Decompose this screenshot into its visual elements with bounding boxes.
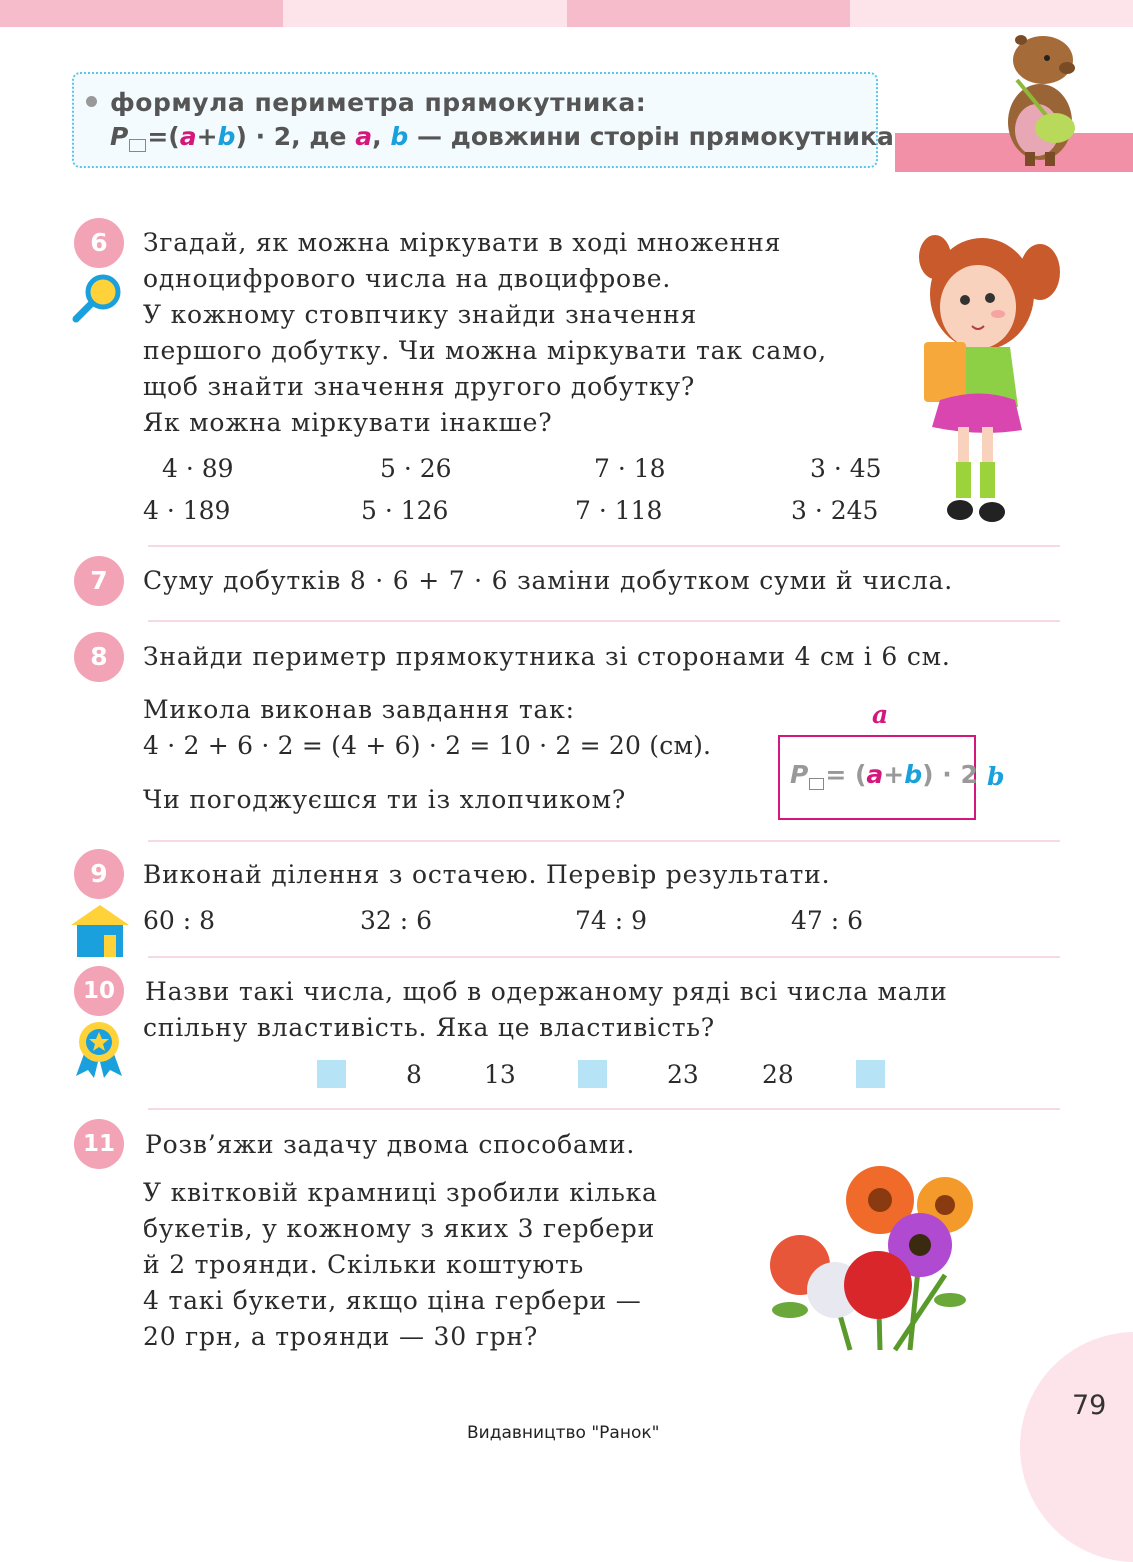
task-6-expr-r2-c4: 3 · 245 <box>791 496 879 525</box>
formula-a2: a <box>355 122 373 151</box>
blank-square-2 <box>578 1060 607 1088</box>
task-6-expr-r1-c2: 5 · 26 <box>380 454 452 483</box>
pbox-P: P <box>790 760 809 789</box>
top-bar-segment-4 <box>850 0 1133 27</box>
task-11-title: Розв’яжи задачу двома способами. <box>145 1130 636 1159</box>
task-8-text: Знайди периметр прямокутника зі сторонами 4 см і 6 см. <box>143 642 951 671</box>
task-10-num-4: 28 <box>762 1060 794 1089</box>
separator-3 <box>148 840 1060 842</box>
task-10-num-1: 8 <box>406 1060 422 1089</box>
task-8-mykola-line-2: 4 · 2 + 6 · 2 = (4 + 6) · 2 = 10 · 2 = 20 (см). <box>143 731 712 760</box>
pbox-b: b <box>904 760 923 789</box>
top-bar-segment-3 <box>567 0 850 27</box>
task-9-badge: 9 <box>74 849 124 899</box>
task-11-line-1: У квітковій крамниці зробили кілька <box>143 1178 658 1207</box>
task-9-item-2: 32 : 6 <box>360 906 433 935</box>
task-10-num-2: 13 <box>484 1060 516 1089</box>
task-11-line-2: букетів, у кожному з яких 3 гербери <box>143 1214 656 1243</box>
capybara-illustration <box>995 30 1115 170</box>
task-6-expr-r2-c2: 5 · 126 <box>361 496 449 525</box>
task-6-expr-r1-c4: 3 · 45 <box>810 454 882 483</box>
task-11-badge: 11 <box>74 1119 124 1169</box>
page-number: 79 <box>1072 1390 1107 1421</box>
top-bar-segment-1 <box>0 0 283 27</box>
formula-expression <box>110 122 894 152</box>
formula-a: a <box>179 122 197 151</box>
formula-plus: + <box>196 122 218 151</box>
task-9-text: Виконай ділення з остачею. Перевір результати. <box>143 860 831 889</box>
task-6-line-1: Згадай, як можна міркувати в ході множення <box>143 228 782 257</box>
task-8-badge: 8 <box>74 632 124 682</box>
task-6-badge: 6 <box>74 218 124 268</box>
task-10-line-1: Назви такі числа, щоб в одержаному ряді всі числа мали <box>145 977 948 1006</box>
formula-b: b <box>217 122 236 151</box>
flower-bouquet-illustration <box>760 1160 1000 1360</box>
pbox-eq: = ( <box>825 760 867 789</box>
formula-box <box>72 72 878 168</box>
girl-with-book-illustration <box>910 222 1065 527</box>
formula-eq-open: =( <box>147 122 180 151</box>
task-7-badge: 7 <box>74 556 124 606</box>
task-8-mykola-line-1: Микола виконав завдання так: <box>143 695 575 724</box>
task-11-line-3: й 2 троянди. Скільки коштують <box>143 1250 585 1279</box>
rect-side-b-label: b <box>987 762 1005 791</box>
pbox-plus: + <box>883 760 905 789</box>
separator-2 <box>148 620 1060 622</box>
pbox-end: ) · 2 <box>922 760 978 789</box>
task-11-line-4: 4 такі букети, якщо ціна гербери — <box>143 1286 642 1315</box>
task-8-question: Чи погоджуєшся ти із хлопчиком? <box>143 785 627 814</box>
task-6-line-2: одноцифрового числа на двоцифрове. <box>143 264 672 293</box>
task-6-expr-r2-c3: 7 · 118 <box>575 496 663 525</box>
task-10-line-2: спільну властивість. Яка це властивість? <box>143 1013 715 1042</box>
bullet-dot <box>86 96 97 107</box>
task-10-num-3: 23 <box>667 1060 699 1089</box>
perimeter-formula <box>790 760 978 790</box>
rect-side-a-label: a <box>872 700 889 729</box>
publisher: Видавництво "Ранок" <box>467 1423 660 1443</box>
task-6-expr-r1-c3: 7 · 18 <box>594 454 666 483</box>
task-7-text: Суму добутків 8 · 6 + 7 · 6 заміни добутком суми й числа. <box>143 566 953 595</box>
top-bar-segment-2 <box>283 0 567 27</box>
page-corner-decoration <box>1020 1332 1133 1562</box>
formula-P: P <box>110 122 129 151</box>
blank-square-1 <box>317 1060 346 1088</box>
formula-title: формула периметра прямокутника: <box>110 88 647 117</box>
task-6-expr-r2-c1: 4 · 189 <box>143 496 231 525</box>
house-icon <box>69 903 131 958</box>
separator-4 <box>148 956 1060 958</box>
formula-b2: b <box>390 122 409 151</box>
medal-icon <box>72 1020 126 1080</box>
blank-square-3 <box>856 1060 885 1088</box>
formula-comma: , <box>372 122 382 151</box>
task-6-line-6: Як можна міркувати інакше? <box>143 408 553 437</box>
task-9-item-4: 47 : 6 <box>791 906 864 935</box>
task-9-item-3: 74 : 9 <box>575 906 648 935</box>
task-6-line-4: першого добутку. Чи можна міркувати так само, <box>143 336 827 365</box>
magnifier-icon <box>70 272 124 326</box>
rectangle-symbol-icon <box>129 139 146 152</box>
task-9-item-1: 60 : 8 <box>143 906 216 935</box>
formula-rest: — довжини сторін прямокутника <box>416 122 894 151</box>
task-6-expr-r1-c1: 4 · 89 <box>162 454 234 483</box>
task-11-line-5: 20 грн, а троянди — 30 грн? <box>143 1322 539 1351</box>
pbox-a: a <box>866 760 884 789</box>
formula-close: ) · 2, де <box>235 122 347 151</box>
task-10-badge: 10 <box>74 966 124 1016</box>
task-6-line-3: У кожному стовпчику знайди значення <box>143 300 698 329</box>
separator-1 <box>148 545 1060 547</box>
separator-5 <box>148 1108 1060 1110</box>
rectangle-symbol-small-icon <box>809 778 824 790</box>
task-6-line-5: щоб знайти значення другого добутку? <box>143 372 696 401</box>
